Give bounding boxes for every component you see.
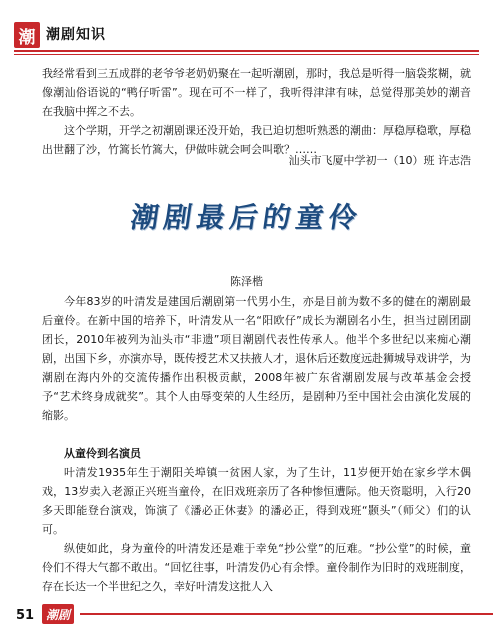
- footer-logo: 潮剧: [42, 604, 74, 624]
- footer-divider: [80, 613, 493, 615]
- article-paragraph-1: 叶清发1935年生于潮阳关埠镇一贫困人家，为了生计，11岁便开始在家乡学木偶戏，13岁卖入老源正兴班当童伶，在旧戏班亲历了各种惨恒遭际。他天资聪明，入行20多天即能登台演戏，饰演了《潘必正休妻》的潘必正，得到戏班“颢头”（师父）们的认可。: [42, 466, 471, 536]
- section-title: 潮剧知识: [46, 27, 106, 43]
- article-intro: 今年83岁的叶清发是建国后潮剧第一代男小生，亦是目前为数不多的健在的潮剧最后童伶。在新中国的培养下，叶清发从一名“阳欧仔”成长为潮剧名小生，担当过剧团副团长，2010年被列为汕头市“非遗”项目潮剧代表性传承人。他半个多世纪以来痴心潮剧，出国下乡，亦演亦导，既传授艺术又扶掖人才，退休后还数度远赴狮城导戏讲学，为潮剧在海内外的交流传播作出积极贡献，2008年被广东省潮剧发展与改革基金会授予“艺术终身成就奖”。其个人由辱变荣的人生经历，是剧种乃至中国社会由演化发展的缩影。: [42, 295, 471, 422]
- article-subhead: 从童伶到名演员: [64, 447, 141, 460]
- letter-signature: 汕头市飞厦中学初一（10）班 许志浩: [288, 154, 471, 167]
- header-divider-thin: [14, 54, 479, 55]
- article-author: 陈泽楷: [230, 275, 263, 288]
- article-title: 潮剧最后的童伶: [128, 201, 365, 234]
- article-paragraph-2: 纵使如此，身为童伶的叶清发还是难于幸免“抄公堂”的厄难。“抄公堂”的时候，童伶们不得大气都不敢出。“回忆往事，叶清发仍心有余悸。童伶制作为旧时的戏班制度，存在长达一个半世纪之久，幸好叶清发这批人入: [42, 542, 471, 593]
- letter-paragraph-2: 这个学期，开学之初潮剧课还没开始，我已迫切想听熟悉的潮曲：厚稳厚稳歌，厚稳出世翻了沙，竹篙长竹篙大，伊做咔就会呵会叫歌？……: [42, 124, 471, 156]
- magazine-logo: 潮: [14, 22, 40, 48]
- page-number: 51: [16, 608, 35, 623]
- letter-paragraph-1: 我经常看到三五成群的老爷爷老奶奶聚在一起听潮剧，那时，我总是听得一脑袋浆糊，就像潮汕俗语说的“鸭仔听雷”。现在可不一样了，我听得津津有味，总觉得那美妙的潮音在我脑中挥之不去。: [42, 67, 471, 118]
- header-divider: [14, 50, 479, 52]
